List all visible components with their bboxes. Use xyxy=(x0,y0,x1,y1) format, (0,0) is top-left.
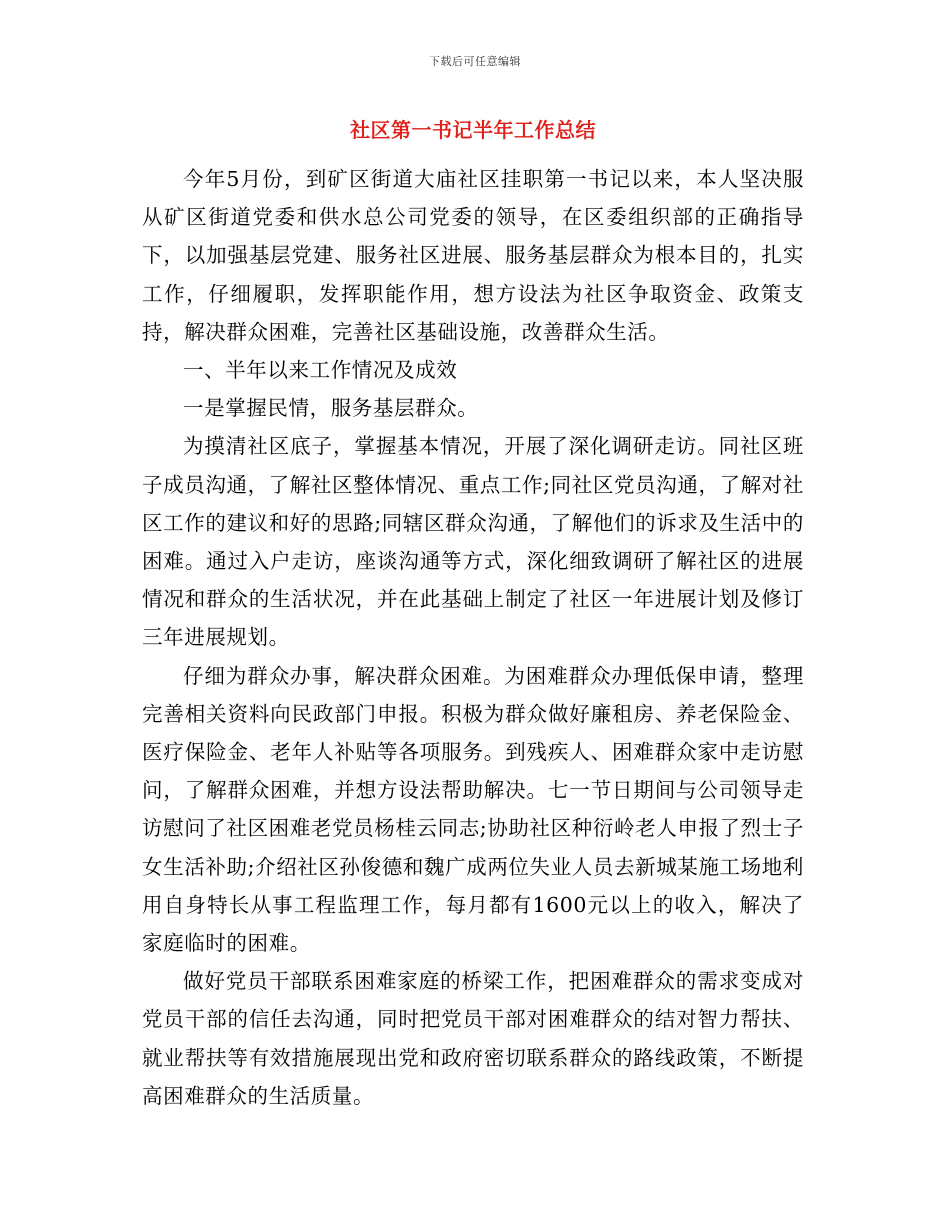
document-title: 社区第一书记半年工作总结 xyxy=(350,118,596,142)
subsection-heading: 一是掌握民情，服务基层群众。 xyxy=(183,396,479,421)
paragraph-intro: 今年5月份，到矿区街道大庙社区挂职第一书记以来，本人坚决服从矿区街道党委和供水总公司党委的领导，在区委组织部的正确指导下，以加强基层党建、服务社区进展、服务基层群众为根本目的，扎实工作，仔细履职，发挥职能作用，想方设法为社区争取资金、政策支持，解决群众困难，完善社区基础设施，改善群众生活。 xyxy=(142,167,804,344)
paragraph-survey: 为摸清社区底子，掌握基本情况，开展了深化调研走访。同社区班子成员沟通，了解社区整体情况、重点工作;同社区党员沟通，了解对社区工作的建议和好的思路;同辖区群众沟通，了解他们的诉求及生活中的困难。通过入户走访，座谈沟通等方式，深化细致调研了解社区的进展情况和群众的生活状况，并在此基础上制定了社区一年进展计划及修订三年进展规划。 xyxy=(142,434,804,650)
paragraph-services: 仔细为群众办事，解决群众困难。为困难群众办理低保申请，整理完善相关资料向民政部门申报。积极为群众做好廉租房、养老保险金、医疗保险金、老年人补贴等各项服务。到残疾人、困难群众家中走访慰问，了解群众困难，并想方设法帮助解决。七一节日期间与公司领导走访慰问了社区困难老党员杨桂云同志;协助社区种衍岭老人申报了烈士子女生活补助;介绍社区孙俊德和魏广成两位失业人员去新城某施工场地利用自身特长从事工程监理工作，每月都有1600元以上的收入，解决了家庭临时的困难。 xyxy=(142,663,804,956)
header-note: 下载后可任意编辑 xyxy=(429,55,521,68)
section-heading: 一、半年以来工作情况及成效 xyxy=(183,358,458,383)
paragraph-bridge: 做好党员干部联系困难家庭的桥梁工作，把困难群众的需求变成对党员干部的信任去沟通，同时把党员干部对困难群众的结对智力帮扶、就业帮扶等有效措施展现出党和政府密切联系群众的路线政策，不断提高困难群众的生活质量。 xyxy=(142,969,804,1108)
document-body xyxy=(142,160,804,1115)
